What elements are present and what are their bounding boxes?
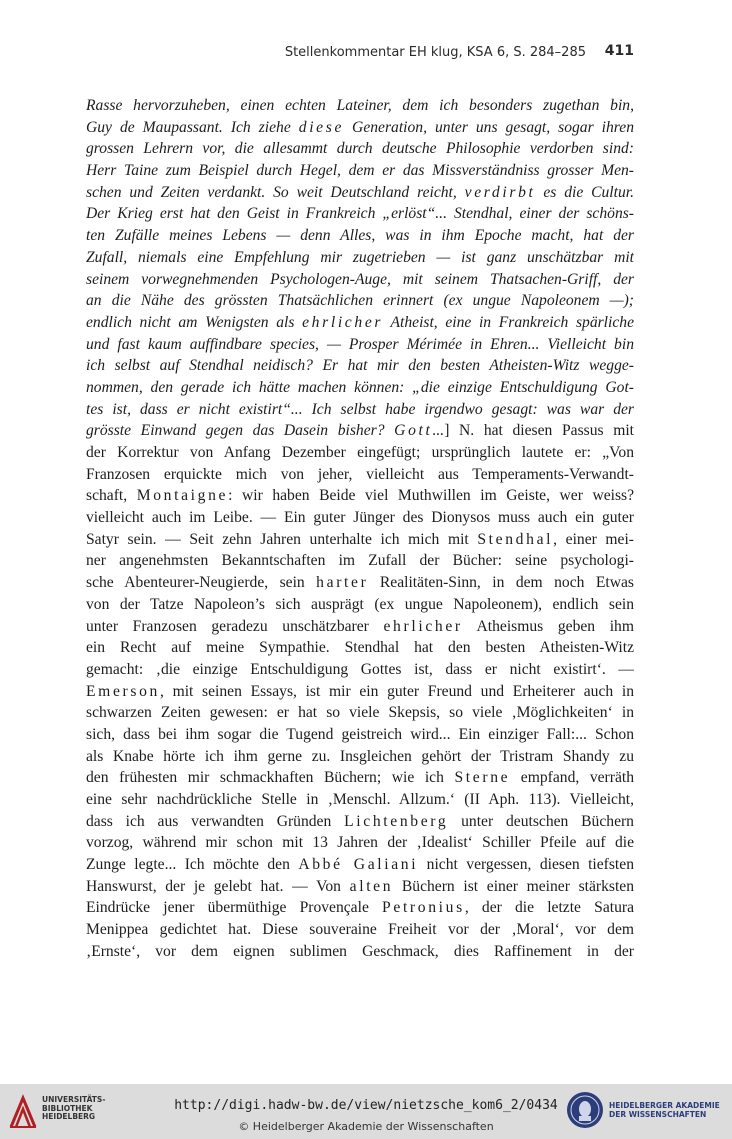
- text-segment: seinem vorwegnehmenden Psychologen-Auge, mit seinem Thatsachen-Griff, der: [86, 270, 634, 288]
- running-title: Stellenkommentar EH klug, KSA 6, S. 284–285: [284, 45, 586, 60]
- text-segment: , der die letzte Satura: [464, 899, 634, 917]
- text-line: [86, 746, 634, 768]
- text-line: [86, 312, 634, 334]
- text-segment: grossen Lehrern vor, die allesammt durch deutsche Philosophie verdorben sind:: [86, 140, 634, 158]
- text-line: [86, 789, 634, 811]
- text-segment: als Knabe hörte ich ihm gerne zu. Insgleichen gehört der Tristram Shandy zu: [86, 747, 634, 765]
- page-number: 411: [604, 43, 634, 59]
- text-segment: Eindrücke jener übermüthige Provençale: [86, 899, 383, 917]
- text-segment: ein Recht auf meine Sympathie. Stendhal hat den besten Atheisten-Witz: [86, 639, 634, 657]
- text-segment: Atheist, eine in Frankreich spärliche: [383, 313, 634, 331]
- text-segment: Herr Taine zum Beispiel durch Hegel, dem er das Missverständniss grosser Men-: [86, 162, 634, 180]
- text-segment: endlich nicht am Wenigsten als: [86, 313, 303, 331]
- text-line: [86, 897, 634, 919]
- text-segment: sich, dass bei ihm sogar die Tugend geistreich wird... Ein einziger Fall:... Schon: [86, 725, 634, 743]
- text-segment: und fast kaum auffindbare species, — Prosper Mérimée in Ehren... Vielleicht bin: [86, 335, 634, 353]
- text-line: [86, 182, 634, 204]
- text-line: [86, 203, 634, 225]
- spaced-emphasis: Lichtenberg: [344, 812, 449, 830]
- spaced-emphasis: verdirbt: [464, 183, 536, 201]
- text-line: [86, 637, 634, 659]
- text-line: [86, 138, 634, 160]
- text-line: [86, 225, 634, 247]
- text-segment: ...: [432, 422, 445, 440]
- text-segment: schwarzen Zeiten gewesen: er hat so viele Skepsis, so viele ‚Möglichkeiten‘ in: [86, 704, 634, 722]
- text-line: [86, 269, 634, 291]
- text-segment: Büchern ist einer meiner stärksten: [393, 877, 634, 895]
- text-segment: von der Tatze Napoleon’s sich ausprägt (ex ungue Napoleonem), endlich sein: [86, 595, 634, 613]
- text-segment: Zufall, niemals eine Empfehlung mir zugetrieben — ist ganz unschätzbar mit: [86, 248, 634, 266]
- text-line: [86, 702, 634, 724]
- text-line: [86, 117, 634, 139]
- text-line: [86, 724, 634, 746]
- text-line: [86, 507, 634, 529]
- spaced-emphasis: Montaigne: [136, 487, 229, 505]
- spaced-emphasis: Gott: [394, 422, 433, 440]
- text-segment: nicht vergessen, diesen tiefsten: [418, 856, 634, 874]
- text-segment: , mit seinen Essays, ist mir ein guter Freund und Erheiterer auch in: [160, 682, 634, 700]
- library-logo-text: UNIVERSITÄTS- BIBLIOTHEK HEIDELBERG: [42, 1095, 106, 1121]
- text-line: [86, 876, 634, 898]
- text-line: [86, 594, 634, 616]
- text-segment: Atheismus geben ihm: [462, 617, 634, 635]
- spaced-emphasis: Petronius: [382, 899, 465, 917]
- text-line: [86, 160, 634, 182]
- text-segment: Generation, unter uns gesagt, sogar ihren: [344, 118, 634, 136]
- spaced-emphasis: Emerson: [86, 682, 160, 700]
- academy-logo-text: HEIDELBERGER AKADEMIE DER WISSENSCHAFTEN: [609, 1101, 720, 1119]
- text-line: [86, 420, 634, 442]
- text-segment: der Korrektur von Anfang Dezember eingefügt; ursprünglich lautete er: „Von: [86, 444, 634, 461]
- text-segment: Satyr sein. — Seit zehn Jahren unterhalte ich mich mit: [86, 530, 478, 548]
- text-line: [86, 681, 634, 703]
- text-segment: Der Krieg erst hat den Geist in Frankreich „erlöst“... Stendhal, einer der schöns-: [86, 205, 634, 223]
- text-segment: grösste Einwand gegen das Dasein bisher?: [86, 422, 395, 440]
- spaced-emphasis: harter: [316, 574, 369, 592]
- text-segment: ich selbst auf Stendhal neidisch? Er hat mir den besten Atheisten-Witz wegge-: [86, 357, 634, 375]
- text-line: [86, 767, 634, 789]
- text-line: [86, 464, 634, 486]
- text-segment: Guy de Maupassant. Ich ziehe: [86, 118, 299, 136]
- copyright-notice: © Heidelberger Akademie der Wissenschaften: [238, 1120, 494, 1133]
- spaced-emphasis: Abbé Galiani: [298, 856, 419, 874]
- text-segment: unter deutschen Büchern: [448, 812, 634, 830]
- text-segment: vielleicht auch im Leibe. — Ein guter Jünger des Dionysos muss auch ein guter: [86, 509, 634, 527]
- text-line: [86, 941, 634, 963]
- academy-logo[interactable]: [565, 1090, 730, 1134]
- text-line: [86, 377, 634, 399]
- text-line: [86, 616, 634, 638]
- text-segment: ] N. hat diesen Passus mit: [444, 422, 634, 440]
- footer-bar: [0, 1084, 732, 1139]
- text-segment: vorzog, während mir schon mit 13 Jahren der ‚Idealist‘ Schiller Pfeile auf die: [86, 834, 634, 852]
- text-line: [86, 334, 634, 356]
- text-line: [86, 832, 634, 854]
- text-segment: gemacht: ‚die einzige Entschuldigung Gottes ist, dass er nicht existirt‘. —: [86, 660, 634, 678]
- text-line: [86, 919, 634, 941]
- academy-seal-icon: [565, 1090, 605, 1130]
- text-line: [86, 659, 634, 681]
- text-line: [86, 355, 634, 377]
- text-line: [86, 290, 634, 312]
- spaced-emphasis: alten: [349, 877, 394, 895]
- text-line: [86, 811, 634, 833]
- text-segment: schen und Zeiten verdankt. So weit Deutschland reicht,: [86, 183, 465, 201]
- commentary-text: [86, 95, 634, 963]
- text-segment: Realitäten-Sinn, in dem noch Etwas: [368, 574, 634, 592]
- text-segment: es die Cultur.: [535, 183, 634, 201]
- text-segment: den frühesten mir schmackhaften Büchern; wie ich: [86, 769, 455, 787]
- spaced-emphasis: ehrlicher: [302, 313, 384, 331]
- text-line: [86, 442, 634, 464]
- text-segment: tes ist, dass er nicht existirt“... Ich selbst habe irgendwo gesagt: was war der: [86, 400, 634, 418]
- text-segment: an die Nähe des grössten Thatsächlichen erinnert (ex ungue Napoleonem —);: [86, 292, 634, 310]
- text-segment: Zunge legte... Ich möchte den: [86, 856, 299, 874]
- text-segment: sche Abenteurer-Neugierde, sein: [86, 574, 317, 592]
- text-line: [86, 550, 634, 572]
- spaced-emphasis: diese: [298, 118, 345, 136]
- text-segment: dass ich aus verwandten Gründen: [86, 812, 345, 830]
- text-segment: , einer mei-: [553, 530, 634, 548]
- running-header: [86, 43, 634, 65]
- source-url[interactable]: http://digi.hadw-bw.de/view/nietzsche_kom6_2/0434: [174, 1098, 558, 1113]
- text-line: [86, 854, 634, 876]
- text-segment: eine sehr nachdrückliche Stelle in ‚Menschl. Allzum.‘ (II Aph. 113). Vielleicht,: [86, 791, 634, 808]
- spaced-emphasis: Sterne: [454, 769, 511, 787]
- text-segment: Rasse hervorzuheben, einen echten Lateiner, dem ich besonders zugethan bin,: [86, 97, 634, 114]
- text-segment: Menippea gedichtet hat. Diese souveraine Freiheit vor der ‚Moral‘, vor dem: [86, 921, 634, 939]
- text-line: [86, 399, 634, 421]
- text-segment: ten Zufälle meines Lebens — denn Alles, was in ihm Epoche macht, hat der: [86, 227, 634, 245]
- text-line: [86, 485, 634, 507]
- spaced-emphasis: Stendhal: [477, 530, 554, 548]
- spaced-emphasis: ehrlicher: [383, 617, 463, 635]
- text-segment: ner angenehmsten Bekanntschaften im Zufall der Bücher: seine psychologi-: [86, 552, 634, 570]
- text-segment: unter Franzosen geradezu unschätzbarer: [86, 617, 384, 635]
- text-segment: empfand, verräth: [510, 769, 634, 787]
- text-segment: ‚Ernste‘, vor dem eignen sublimen Geschmack, dies Raffinement in der: [86, 942, 634, 960]
- text-segment: : wir haben Beide viel Muthwillen im Geiste, wer weiss?: [228, 487, 634, 505]
- text-line: [86, 95, 634, 117]
- text-segment: Hanswurst, der je gelebt hat. — Von: [86, 877, 350, 895]
- text-line: [86, 247, 634, 269]
- text-segment: schaft,: [86, 487, 137, 505]
- text-line: [86, 529, 634, 551]
- text-segment: nommen, den gerade ich hätte machen können: „die einzige Entschuldigung Got-: [86, 378, 634, 396]
- text-segment: Franzosen erquickte mich von jeher, vielleicht aus Temperaments-Verwandt-: [86, 465, 634, 483]
- text-line: [86, 572, 634, 594]
